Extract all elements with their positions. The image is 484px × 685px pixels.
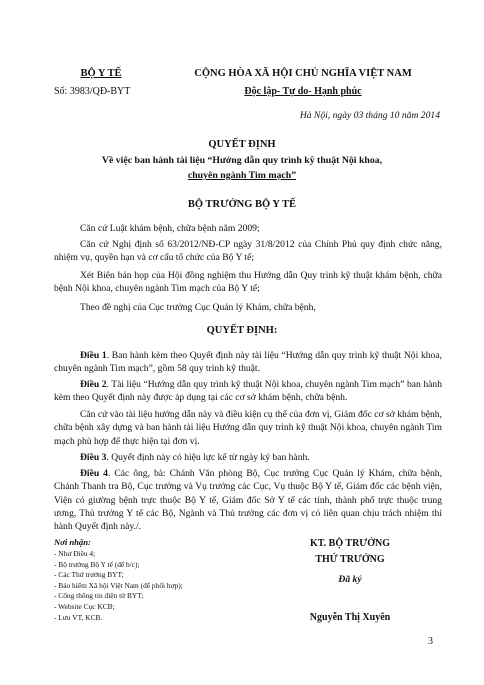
subject-line-1: Về việc ban hành tài liệu “Hướng dẫn quy trình kỹ thuật Nội khoa, [101,155,383,166]
article-1-text: . Ban hành kèm theo Quyết định này tài liệu “Hướng dẫn quy trình kỹ thuật Nội khoa, chuyên ngành Tim mạch”, gồm 58 quy trình kỹ thuật. [54,350,442,375]
list-item: - Website Cục KCB; [54,601,115,611]
page-number: 3 [428,636,433,647]
article-2-continuation: Căn cứ vào tài liệu hướng dẫn này và điều kiện cụ thể của đơn vị, Giám đốc cơ sở khám bệnh, chữa bệnh xây dựng và ban hành tài liệu Hướng dẫn quy trình kỹ thuật Nội khoa, chuyên ngành Tim mạch phù hợp để thực hiện tại đơn vị. [54,409,442,447]
issuer-title: BỘ TRƯỞNG BỘ Y TẾ [187,199,297,210]
list-item: - Cổng thông tin điện tử BYT; [54,591,144,601]
list-item: - Bộ trưởng Bộ Y tế (để b/c); [54,559,140,569]
article-3 [54,451,442,464]
article-1 [54,349,442,376]
article-3-label: Điều 3 [80,452,107,463]
article-4-text: . Các ông, bà: Chánh Văn phòng Bộ, Cục trưởng Cục Quản lý Khám, chữa bệnh, Chánh Thanh tra Bộ, Cục trưởng và Vụ trưởng các Cục, Vụ thuộc Bộ Y tế, Giám đốc các bệnh viện, Viện có giường bệnh trực thuộc Bộ Y tế, Giám đốc Sở Y tế các tỉnh, thành phố trực thuộc trung ương, Thủ trưởng Y tế các Bộ, Ngành và Thủ trưởng các đơn vị có liên quan chịu trách nhiệm thi hành Quyết định này./. [54,468,442,533]
document-number: Số: 3983/QĐ-BYT [54,86,131,97]
signatory-name: Nguyễn Thị Xuyên [309,612,391,623]
list-item: - Bảo hiểm Xã hội Việt Nam (để phối hợp); [54,580,183,590]
article-3-text: . Quyết định này có hiệu lực kể từ ngày ký ban hành. [106,452,310,463]
preamble-4: Theo đề nghị của Cục trưởng Cục Quản lý Khám, chữa bệnh, [80,302,316,313]
ministry-name: BỘ Y TẾ [80,68,122,79]
article-4 [54,467,442,533]
preamble-1: Căn cứ Luật khám bệnh, chữa bệnh năm 2009; [80,223,260,234]
document-title: QUYẾT ĐỊNH [208,139,276,150]
list-item: - Như Điều 4; [54,549,96,558]
recipients-label: Nơi nhận: [54,537,91,547]
place-date: Hà Nội, ngày 03 tháng 10 năm 2014 [299,110,440,121]
preamble-2: Căn cứ Nghị định số 63/2012/NĐ-CP ngày 31/8/2012 của Chính Phủ quy định chức năng, nhiệm vụ, quyền hạn và cơ cấu tổ chức của Bộ Y tế; [54,239,442,264]
list-item: - Các Thứ trưởng BYT; [54,570,124,580]
article-2 [54,378,442,405]
signature-line-1: KT. BỘ TRƯỞNG [309,538,391,549]
subject-line-2 [0,170,484,181]
subject-line-2-text: chuyên ngành Tim mạch” [187,170,297,181]
signed-mark: Đã ký [338,574,362,585]
article-1-label: Điều 1 [80,350,107,361]
republic-title: CỘNG HÒA XÃ HỘI CHỦ NGHĨA VIỆT NAM [194,68,412,79]
article-4-label: Điều 4 [80,468,108,479]
recipients-list [54,549,254,623]
decide-heading: QUYẾT ĐỊNH: [206,325,278,336]
signature-line-2: THỨ TRƯỞNG [315,554,385,565]
article-2-text: . Tài liệu “Hướng dẫn quy trình kỹ thuật Nội khoa, chuyên ngành Tim mạch” ban hành kèm theo Quyết định này được áp dụng tại các cơ sở khám bệnh, chữa bệnh. [54,379,443,404]
national-motto: Độc lập- Tự do- Hạnh phúc [244,86,362,97]
preamble-3: Xét Biên bản họp của Hội đồng nghiệm thu Hướng dẫn Quy trình kỹ thuật khám bệnh, chữa bệnh Nội khoa, chuyên ngành Tim mạch của Bộ Y tế; [54,270,442,295]
list-item: - Lưu VT, KCB. [54,612,103,622]
article-2-label: Điều 2 [80,379,107,390]
